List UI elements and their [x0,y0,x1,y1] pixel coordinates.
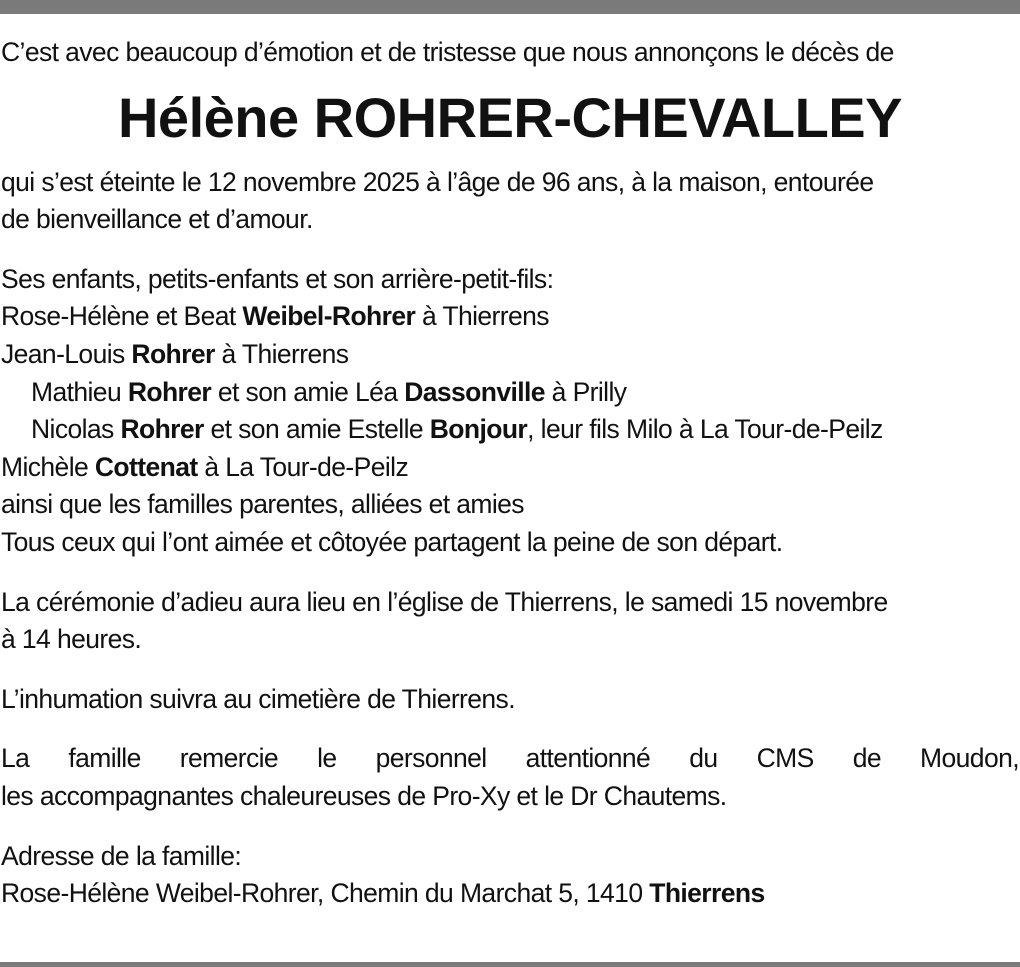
member-place: à Thierrens [415,301,549,332]
member-surname: Weibel-Rohrer [242,301,416,332]
member-given-names: Rose-Hélène et Beat [1,301,243,332]
thanks-line-2: les accompagnantes chaleureuses de Pro-Xy et le Dr Chautems. [1,780,727,811]
ceremony-info [1,584,1019,659]
member-surname: Cottenat [94,451,198,482]
family-member-line [1,336,1019,374]
member-partner: et son amie Estelle [203,414,430,445]
member-given-names: Michèle [1,451,95,482]
thanks-line-1: La famille remercie le personnel attentionné du CMS de Moudon, [1,743,1019,774]
member-place: à Thierrens [214,338,349,369]
member-place: , leur fils Milo à La Tour-de-Peilz [527,414,883,445]
address-town: Thierrens [649,878,765,909]
death-info-line-2: de bienveillance et d’amour. [1,204,313,235]
member-place: à La Tour-de-Peilz [197,451,409,482]
member-surname: Bonjour [429,414,528,445]
family-address [1,838,1019,913]
family-member-line [1,449,1019,487]
family-member-line [1,298,1019,336]
family-member-line [1,411,1019,449]
death-info [1,164,1019,239]
address-label: Adresse de la famille: [1,840,242,871]
member-given-names: Mathieu [31,376,128,407]
bottom-rule [0,962,1020,967]
deceased-name: Hélène ROHRER-CHEVALLEY [117,85,902,149]
member-surname: Rohrer [131,338,215,369]
family-closing: Tous ceux qui l’ont aimée et côtoyée partagent la peine de son départ. [1,526,783,557]
ceremony-line-2: à 14 heures. [1,624,142,655]
address-line [1,875,1019,913]
member-place: à Prilly [544,376,627,407]
member-given-names: Jean-Louis [1,338,132,369]
thanks-message [1,740,1019,815]
member-surname: Dassonville [404,376,545,407]
family-heading: Ses enfants, petits-enfants et son arrière-petit-fils: [1,263,554,294]
family-list [1,261,1019,562]
member-given-names: Nicolas [31,414,121,445]
family-member-line [1,374,1019,412]
ceremony-line-1: La cérémonie d’adieu aura lieu en l’église de Thierrens, le samedi 15 novembre [1,586,888,617]
burial-info: L’inhumation suivra au cimetière de Thierrens. [1,683,515,714]
member-partner: et son amie Léa [211,376,405,407]
intro-text: C’est avec beaucoup d’émotion et de tristesse que nous annonçons le décès de [1,37,894,67]
address-street: Rose-Hélène Weibel-Rohrer, Chemin du Marchat 5, 1410 [1,878,650,909]
family-extended: ainsi que les familles parentes, alliées et amies [1,489,524,520]
death-info-line-1: qui s’est éteinte le 12 novembre 2025 à l’âge de 96 ans, à la maison, entourée [1,166,874,197]
top-rule [0,0,1020,14]
obituary-notice [1,34,1019,913]
member-surname: Rohrer [127,376,212,407]
member-surname: Rohrer [120,414,204,445]
